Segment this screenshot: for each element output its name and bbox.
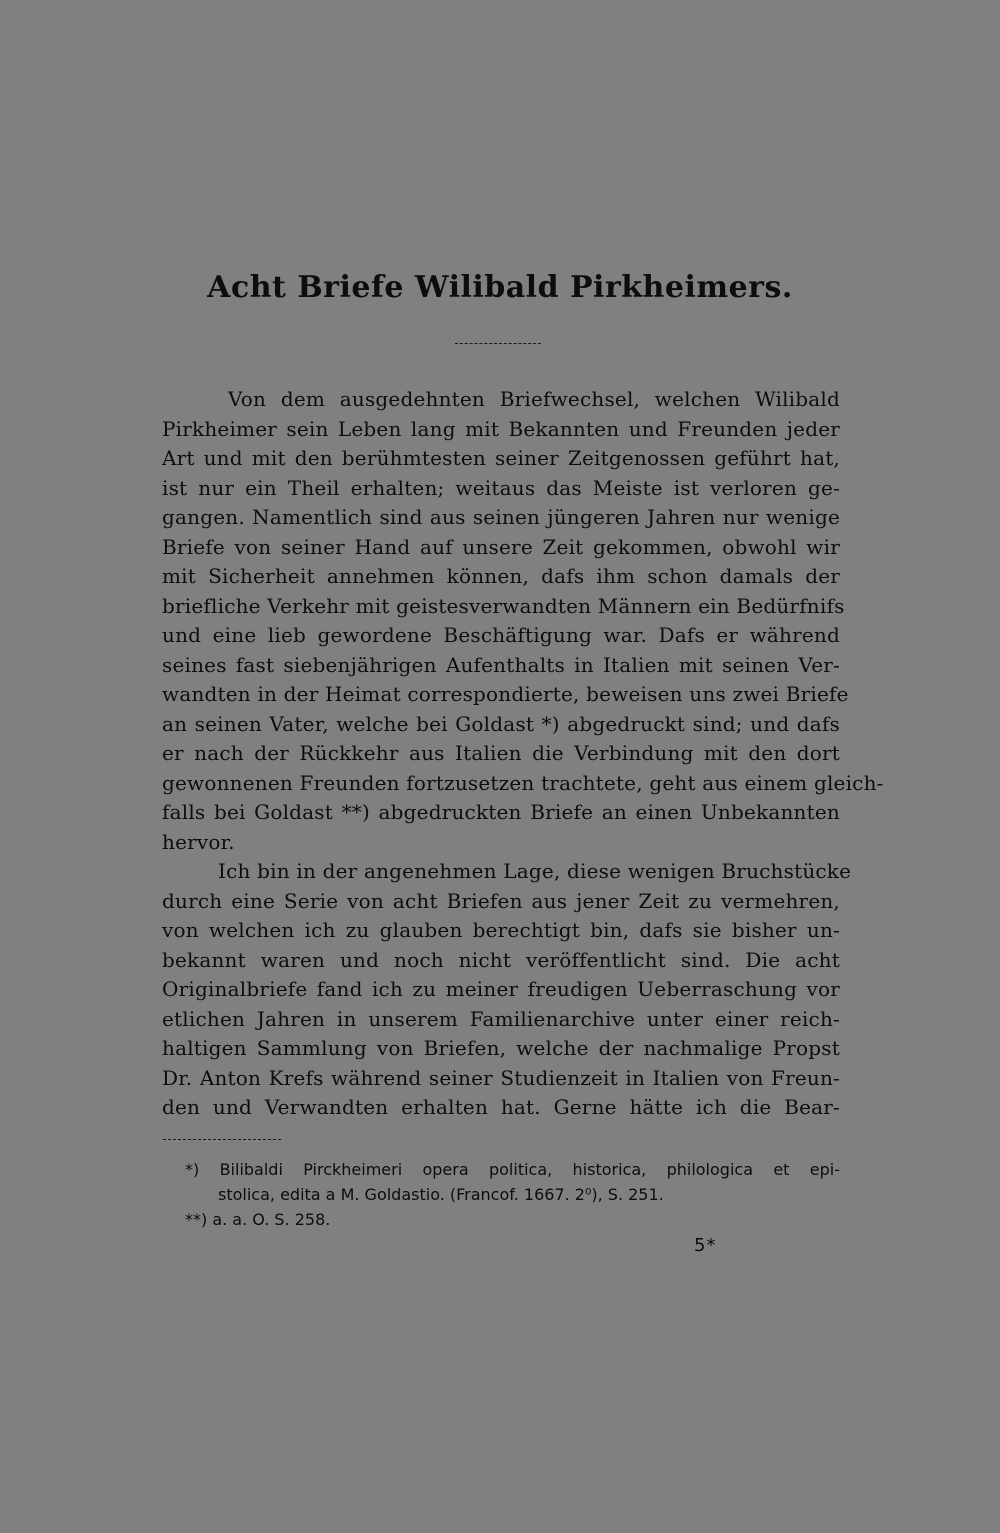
page-title: Acht Briefe Wilibald Pirkheimers. <box>207 270 793 305</box>
body-line: er nach der Rückkehr aus Italien die Verbindung mit den dort <box>162 741 840 765</box>
body-line: den und Verwandten erhalten hat. Gerne hätte ich die Bear- <box>162 1095 840 1119</box>
body-line: haltigen Sammlung von Briefen, welche der nachmalige Propst <box>162 1036 840 1060</box>
body-line: ist nur ein Theil erhalten; weitaus das Meiste ist verloren ge- <box>162 475 840 500</box>
body-line: durch eine Serie von acht Briefen aus jener Zeit zu vermehren, <box>162 888 840 913</box>
body-line: wandten in der Heimat correspondierte, beweisen uns zwei Briefe <box>162 682 849 706</box>
body-line: Briefe von seiner Hand auf unsere Zeit gekommen, obwohl wir <box>162 534 840 559</box>
body-line: Pirkheimer sein Leben lang mit Bekannten und Freunden jeder <box>162 416 840 441</box>
body-line: von welchen ich zu glauben berechtigt bin, dafs sie bisher un- <box>162 918 840 942</box>
body-line: seines fast siebenjährigen Aufenthalts in Italien mit seinen Ver- <box>162 652 840 677</box>
footnote-divider <box>163 1139 281 1140</box>
body-text <box>162 385 884 1123</box>
body-line: Ich bin in der angenehmen Lage, diese wenigen Bruchstücke <box>218 859 852 883</box>
footnote-2: **) a. a. O. S. 258. <box>185 1210 331 1229</box>
body-line: etlichen Jahren in unserem Familienarchive unter einer reich- <box>162 1006 840 1031</box>
body-line: hervor. <box>162 829 235 854</box>
title-divider <box>455 343 541 344</box>
footnote-1-line-1: *) Bilibaldi Pirckheimeri opera politica, historica, philologica et epi- <box>185 1160 840 1179</box>
body-line: an seinen Vater, welche bei Goldast *) abgedruckt sind; und dafs <box>162 711 840 736</box>
body-line: bekannt waren und noch nicht veröffentlicht sind. Die acht <box>162 947 840 972</box>
footnote-1-line-2: stolica, edita a M. Goldastio. (Francof. 1667. 2⁰), S. 251. <box>218 1185 664 1204</box>
body-line: falls bei Goldast **) abgedruckten Briefe an einen Unbekannten <box>162 800 840 824</box>
body-line: gangen. Namentlich sind aus seinen jüngeren Jahren nur wenige <box>162 505 840 529</box>
body-line: Dr. Anton Krefs während seiner Studienzeit in Italien von Freun- <box>162 1065 840 1090</box>
body-line: und eine lieb gewordene Beschäftigung war. Dafs er während <box>162 623 840 647</box>
signature-mark: 5* <box>694 1235 717 1256</box>
body-line: Originalbriefe fand ich zu meiner freudigen Ueberraschung vor <box>162 977 840 1001</box>
footnotes <box>185 1157 840 1232</box>
body-line: briefliche Verkehr mit geistesverwandten Männern ein Bedürfnifs <box>162 593 845 618</box>
body-line: mit Sicherheit annehmen können, dafs ihm schon damals der <box>162 564 840 588</box>
body-line: gewonnenen Freunden fortzusetzen trachtete, geht aus einem gleich- <box>162 770 884 795</box>
body-line: Von dem ausgedehnten Briefwechsel, welchen Wilibald <box>228 387 840 411</box>
body-line: Art und mit den berühmtesten seiner Zeitgenossen geführt hat, <box>162 446 840 470</box>
